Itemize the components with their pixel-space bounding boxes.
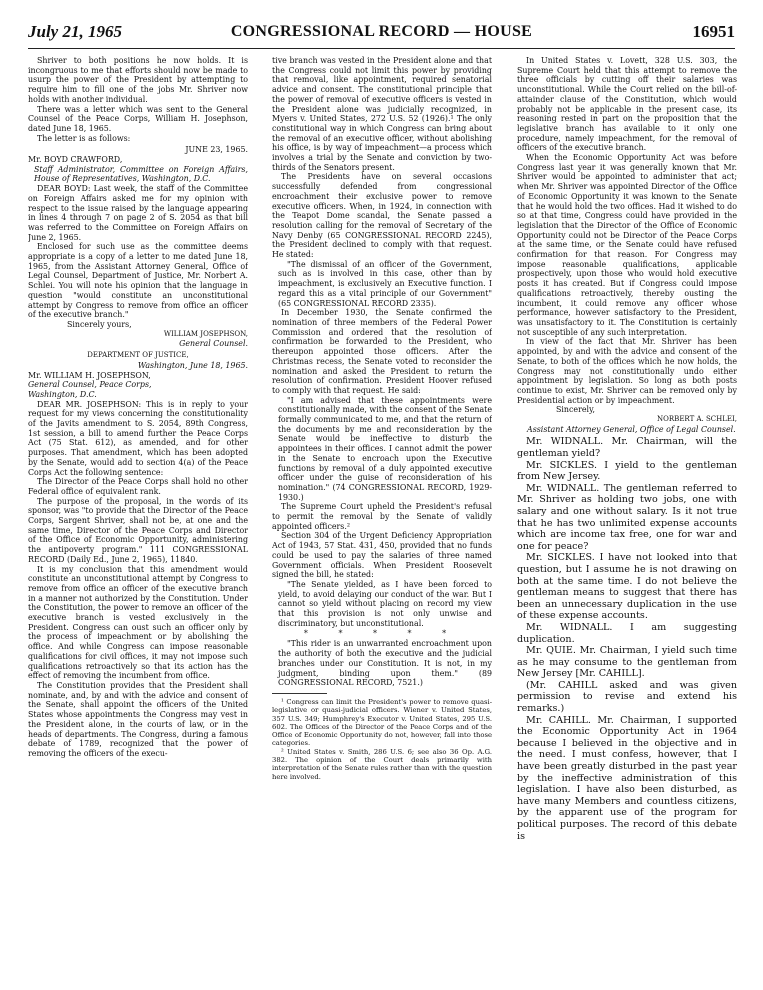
debate-paragraph: Mr. SICKLES. I yield to the gentleman from New Jersey.: [517, 459, 737, 483]
quoted-paragraph: "The dismissal of an officer of the Government, such as is involved in this case, other than by impeachment, is exclusively an Executive function. I regard this as a vital principle of our Government" (65 CONGRESSIONAL RECORD 2335).: [278, 259, 492, 308]
letter-paragraph: The Presidents have on several occasions successfully defended from congressional encroachment their exclusive power to remove executive officers. When, in 1924, in connection with the Teapot Dome scandal, the Senate passed a resolution calling for the removal of Secretary of the Navy Denby (65 CONGRESSIONAL RECORD 2245), the President declined to comply with that request. He stated:: [272, 172, 492, 260]
debate-paragraph: Mr. SICKLES. I have not looked into that question, but I assume he is not drawing on both at the same time. I do not believe the gentleman means to suggest that there has been an unnecessary duplication in the use of these expense accounts.: [517, 552, 737, 622]
debate-paragraph: Mr. WIDNALL. The gentleman referred to Mr. Shriver as holding two jobs, one with salary and one without salary. Is it not true that he has two unlimited expense accounts which are income tax free, one for war and one for peace?: [517, 482, 737, 552]
letter-signature-title: Assistant Attorney General, Office of Legal Counsel.: [527, 424, 736, 434]
debate-paragraph: Mr. CAHILL. Mr. Chairman, I supported the Economic Opportunity Act in 1964 because I believed in the objective and in the need. I must confess, however, that I have been greatly disturbed in the past year by the ineffective administration of this legislation. I have also been disturbed, as have many Members and countless citizens, by the apparent use of the program for political purposes. The record of this debate is: [517, 714, 737, 842]
paragraph: There was a letter which was sent to the General Counsel of the Peace Corps, William H. Josephson, dated June 18, 1965.: [28, 104, 248, 133]
header-page-number: 16951: [692, 22, 735, 41]
letter-closing: Sincerely,: [556, 405, 595, 415]
ellipsis-stars: * * * * *: [303, 629, 461, 639]
footnote: ² United States v. Smith, 286 U.S. 6; see also 36 Op. A.G. 382. The opinion of the Court deals primarily with interpretation of the Senate rules rather than with the question here involved.: [272, 747, 492, 781]
letter-paragraph: In United States v. Lovett, 328 U.S. 303, the Supreme Court held that this attempt to remove the three officials by cutting off their salaries was unconstitutional. While the Court relied on the bill-of-attainder clause of the Constitution, which would probably not be applicable in the present case, its reasoning rested in part on the proposition that the legislative branch has available to it only one procedure, namely impeachment, for the removal of officers of the executive branch.: [517, 56, 737, 153]
letter-paragraph: The Constitution provides that the President shall nominate, and, by and with the advice and consent of the Senate, shall appoint the officers of the United States whose appointments the Congress may vest in the President alone, in the courts of law, or in the heads of departments. The Congress, during a famous debate of 1789, recognized that the power of removing the officers of the execu-: [28, 681, 248, 758]
column-3: [517, 56, 737, 986]
header-title: CONGRESSIONAL RECORD — HOUSE: [230, 23, 533, 40]
letter-addressee-title: Staff Administrator, Committee on Foreign Affairs, House of Representatives, Washington, D.C.: [34, 164, 248, 184]
letter-signature: NORBERT A. SCHLEI,: [657, 415, 737, 424]
letter-paragraph: It is my conclusion that this amendment would constitute an unconstitutional attempt by Congress to remove from office an officer of the executive branch in a manner not authorized by the Constitution. Under the Constitution, the power to remove an officer of the executive branch is vested exclusively in the President. Congress can oust such an officer only by the process of impeachment or by abolishing the office. And while Congress can impose reasonable qualifications for civil offices, it may not impose such qualifications retroactively so that its action has the effect of removing the incumbent from office.: [28, 564, 248, 681]
letter-paragraph: DEAR MR. JOSEPHSON: This is in reply to your request for my views concerning the constitutionality of the Javits amendment to S. 2054, 89th Congress, 1st session, a bill to amend further the Peace Corps Act (75 Stat. 612), as amended, and for other purposes. That amendment, which has been adopted by the Senate, would add to section 4(a) of the Peace Corps Act the following sentence:: [28, 399, 248, 477]
quoted-paragraph: "I am advised that these appointments were constitutionally made, with the consent of the Senate formally communicated to me, and that the return of the documents by me and reconsideration by the Senate would be ineffective to disturb the appointees in their offices. I cannot admit the power in the Senate to encroach upon the Executive functions by removal of a duly appointed executive officer under the guise of reconsideration of his nomination." (74 CONGRESSIONAL RECORD, 1929-1930.): [278, 395, 492, 502]
debate-paragraph: (Mr. CAHILL asked and was given permission to revise and extend his remarks.): [517, 679, 737, 715]
letter-paragraph: Section 304 of the Urgent Deficiency Appropriation Act of 1943, 57 Stat. 431, 450, provided that no funds could be used to pay the salaries of three named Government officials. When President Roosevelt signed the bill, he stated:: [272, 531, 492, 580]
column-1: [28, 56, 248, 986]
letter-addressee: Mr. BOYD CRAWFORD,: [28, 155, 123, 165]
letter-signature: WILLIAM JOSEPHSON,: [163, 329, 248, 338]
letter-paragraph: DEAR BOYD: Last week, the staff of the Committee on Foreign Affairs asked me for my opinion with respect to the issue raised by the language appearing in lines 4 through 7 on page 2 of S. 2054 as that bill was referred to the Committee on Foreign Affairs on June 2, 1965.: [28, 184, 248, 242]
letter-paragraph: tive branch was vested in the President alone and that the Congress could not limit this power by providing that removal, like appointment, required senatorial advice and consent. The constitutional principle that the power of removal of executive officers is vested in the President alone was judicially recognized, in Myers v. United States, 272 U.S. 52 (1926).¹ The only constitutional way in which Congress can bring about the removal of an executive officer, without abolishing his office, is by way of impeachment—a process which involves a trial by the Senate and conviction by two-thirds of the Senators present.: [272, 56, 492, 172]
quoted-paragraph: "The Senate yielded, as I have been forced to yield, to avoid delaying our conduct of the war. But I cannot so yield without placing on record my view that this provision is not only unwise and discriminatory, but unconstitutional.: [278, 579, 492, 628]
quoted-paragraph: "This rider is an unwarranted encroachment upon the authority of both the executive and the judicial branches under our Constitution. It is not, in my judgment, binding upon them." (89 CONGRESSIONAL RECORD, 7521.): [278, 639, 492, 688]
letter-addressee-place: Washington, D.C.: [28, 389, 97, 399]
letter-paragraph: The Supreme Court upheld the President's refusal to permit the removal by the Senate of validly appointed officers.²: [272, 502, 492, 531]
letter-signature-title: General Counsel.: [179, 339, 248, 349]
footnote: ¹ Congress can limit the President's power to remove quasi-legislative or quasi-judicial officers. Wiener v. United States, 357 U.S. 349; Humphrey's Executor v. United States, 295 U.S. 602. The Offices of the Director of the Peace Corps and of the Office of Economic Opportunity do not, however, fall into those categories.: [272, 698, 492, 748]
letter-paragraph: In view of the fact that Mr. Shriver has been appointed, by and with the advice and consent of the Senate, to both of the offices which he now holds, the Congress may not constitutionally undo either appointment by legislation. So long as both posts continue to exist, Mr. Shriver can be removed only by Presidential action or by impeachment.: [517, 337, 737, 405]
column-2: [272, 56, 492, 986]
letter-paragraph: In December 1930, the Senate confirmed the nomination of three members of the Federal Power Commission and ordered that the resolution of confirmation be forwarded to the President, who thereupon appointed those officers. After the Christmas recess, the Senate voted to reconsider the nomination and asked the President to return the resolution of confirmation. President Hoover refused to comply with that request. He said:: [272, 308, 492, 395]
letter-heading: DEPARTMENT OF JUSTICE,: [87, 351, 189, 360]
letter-paragraph: When the Economic Opportunity Act was before Congress last year it was generally known that Mr. Shriver would be appointed to administer that act; when Mr. Shriver was appointed Director of the Office of Economic Opportunity it was known to the Senate that he would hold the two offices. Had it wished to do so at that time, Congress could have provided in the legislation that the Director of the Office of Economic Opportunity could not be Director of the Peace Corps at the same time, or the Senate could have refused confirmation for that reason. For Congress may impose reasonable qualifications, applicable prospectively, upon those who would hold executive posts it has created. But if Congress could impose qualifications retroactively, thereby ousting the incumbent, it could remove any officer whose performance, however satisfactory to the President, was unsatisfactory to it. The Constitution is certainly not susceptible of any such interpretation.: [517, 153, 737, 337]
letter-paragraph: The Director of the Peace Corps shall hold no other Federal office of equivalent rank.: [28, 477, 248, 496]
letter-paragraph: Enclosed for such use as the committee deems appropriate is a copy of a letter to me dated June 18, 1965, from the Assistant Attorney General, Office of Legal Counsel, Department of Justice, Mr. Norbert A. Schlei. You will note his opinion that the language in question "would constitute an unconstitutional attempt by Congress to remove from office an officer of the executive branch.": [28, 242, 248, 320]
letter-paragraph: The purpose of the proposal, in the words of its sponsor, was "to provide that the Director of the Peace Corps, Sargent Shriver, shall not be, at one and the same time, Director of the Peace Corps and Director of the Office of Economic Opportunity, administering the antipoverty program." 111 CONGRESSIONAL RECORD (Daily Ed., June 2, 1965), 11840.: [28, 496, 248, 564]
letter-addressee-title: General Counsel, Peace Corps,: [28, 380, 152, 390]
letter-closing: Sincerely yours,: [67, 319, 132, 329]
debate-paragraph: Mr. WIDNALL. Mr. Chairman, will the gentleman yield?: [517, 436, 737, 460]
paragraph: The letter is as follows:: [37, 133, 131, 143]
header-date: July 21, 1965: [28, 22, 122, 41]
page-header: [28, 22, 735, 50]
debate-paragraph: Mr. WIDNALL. I am suggesting duplication.: [517, 621, 737, 645]
letter-place-date: Washington, June 18, 1965.: [137, 360, 248, 370]
paragraph: Shriver to both positions he now holds. It is incongruous to me that efforts should now be made to usurp the power of the President by attempting to require him to fill one of the jobs Mr. Shriver now holds with another individual.: [28, 56, 248, 104]
debate-paragraph: Mr. QUIE. Mr. Chairman, I yield such time as he may consume to the gentleman from New Jersey [Mr. CAHILL].: [517, 645, 737, 680]
header-rule: [28, 48, 735, 49]
letter-addressee: Mr. WILLIAM H. JOSEPHSON,: [28, 370, 151, 380]
letter-date: JUNE 23, 1965.: [185, 145, 248, 155]
footnote-rule: [272, 693, 327, 694]
